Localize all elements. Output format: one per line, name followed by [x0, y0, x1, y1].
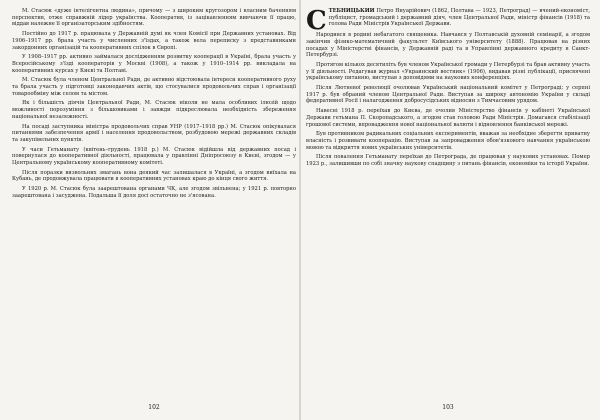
entry-heading	[306, 8, 590, 36]
left-page	[12, 8, 296, 412]
left-paragraph-7: У часи Гетьманату (квітень–грудень 1918 р.) М. Стасюк відійшла від державних посад і повернулася до кооперативної діяльності, працювала у правлінні Дніпросоюзу в Києві, згодом — у Центральному українському кооперативному комітеті.	[12, 146, 296, 167]
left-paragraph-9: У 1920 р. М. Стасюк була заарештована органами ЧК, але згодом звільнена; у 1921 р. повторно заарештована і засуджена. Подальша її доля досі остаточно не з'ясована.	[12, 186, 296, 199]
left-paragraph-4: М. Стасюк була членом Центральної Ради, де активно відстоювала інтереси кооперативного руху та брала участь у підготовці законодавчих актів, що стосувалися продовольчих справ і організації товарообміну між селом та містом.	[12, 77, 296, 97]
left-paragraph-1: М. Стасюк «дуже інтелігентна людина», причому — з широким кругозором і власним баченням перспектив, отже справжній лідер українства. Кооператив, із зацікавленням вивчаючи її працю, віддав належне її організаторським здібностям.	[12, 8, 296, 28]
right-page-number: 103	[442, 404, 454, 411]
book-gutter	[299, 0, 301, 420]
left-paragraph-6: На посаді заступника міністра продовольчих справ УНР (1917–1918 рр.) М. Стасюк опікувалася питаннями забезпечення армії і населення продовольством, розбудовою мережі державних складів та закупівельних пунктів.	[12, 123, 296, 143]
left-paragraph-3: У 1908–1917 рр. активно займалася дослідженням розвитку кооперації в Україні, брала участь у Всеросійському з'їзді кооператорів у Москві (1908), а також у 1910–1914 рр. викладала на кооперативних курсах у Києві та Полтаві.	[12, 54, 296, 74]
left-page-number: 102	[148, 404, 160, 411]
right-paragraph-2: Протягом кількох десятиліть був членом Української громади у Петербурзі та брав активну участь у її діяльності. Редагував журнал «Украинский вестник» (1906), видавав різні публікації, присвячені українському питанню, виступав з доповідями на наукових конференціях.	[306, 61, 590, 82]
drop-cap: С	[306, 8, 327, 36]
right-paragraph-4: Навесні 1918 р. переїхав до Києва, де очолив Міністерство фінансів у кабінеті Української Держави гетьмана П. Скоропадського, а згодом став головою Ради Міністрів. Домагався стабілізації грошової системи, впровадження нової національної валюти і відновлення банківської мережі.	[306, 108, 590, 128]
entry-surname: ТЕБНИЦЬКИЙ	[328, 8, 375, 14]
entry-summary: Петро Януарійович (1862, Полтава — 1923, Петроград) — вчений-економіст, публіцист, громадський і державний діяч, член Центральної Ради, міністр фінансів (1918) та голова Ради Міністрів Української Держави.	[328, 8, 590, 28]
right-paragraph-3: Після Лютневої революції очолював Український національний комітет у Петрограді; у серпні 1917 р. був обраний членом Центральної Ради. Виступав за широку автономію України у складі федеративної Росії і налагодження добросусідських відносин з Тимчасовим урядом.	[306, 85, 590, 105]
right-page	[306, 8, 590, 412]
left-paragraph-8: Після поразки визвольних змагань вона деякий час залишалася в Україні, а згодом виїхала на Кубань, де продовжувала працювати в кооперативних установах краю до кінця свого життя.	[12, 169, 296, 183]
left-paragraph-5: Як і більшість діячів Центральної Ради, М. Стасюк ніколи не мала особливих ілюзій щодо можливості порозуміння з більшовиками і завжди підкреслювала необхідність збереження національної незалежності.	[12, 100, 296, 120]
left-paragraph-2: Постійно до 1917 р. працювала у Державній думі як член Комісії при Державних установах. Від 1906–1917 рр. брала участь у численних з'їздах, а також вела переписку з представниками закордонних організацій та кооперативних спілок в Європі.	[12, 31, 296, 51]
right-paragraph-6: Після повалення Гетьманату переїхав до Петрограда, де працював у наукових установах. Помер 1923 р., залишивши по собі значну наукову спадщину з питань фінансів, економіки та історії України.	[306, 154, 590, 168]
right-paragraph-5: Був противником радикальних соціальних експериментів, вважав за необхідне зберегти приватну власність і розвивати кооперацію. Виступав за запровадження обов'язкового навчання українською мовою та відкриття нових українських університетів.	[306, 131, 590, 151]
right-paragraph-1: Народився в родині небагатого священика. Навчався у Полтавській духовній семінарії, а згодом закінчив фізико-математичний факультет Київського університету (1888). Працював на різних посадах у Міністерстві фінансів, у Державній раді та в Управлінні державного кредиту в Санкт-Петербурзі.	[306, 32, 590, 59]
